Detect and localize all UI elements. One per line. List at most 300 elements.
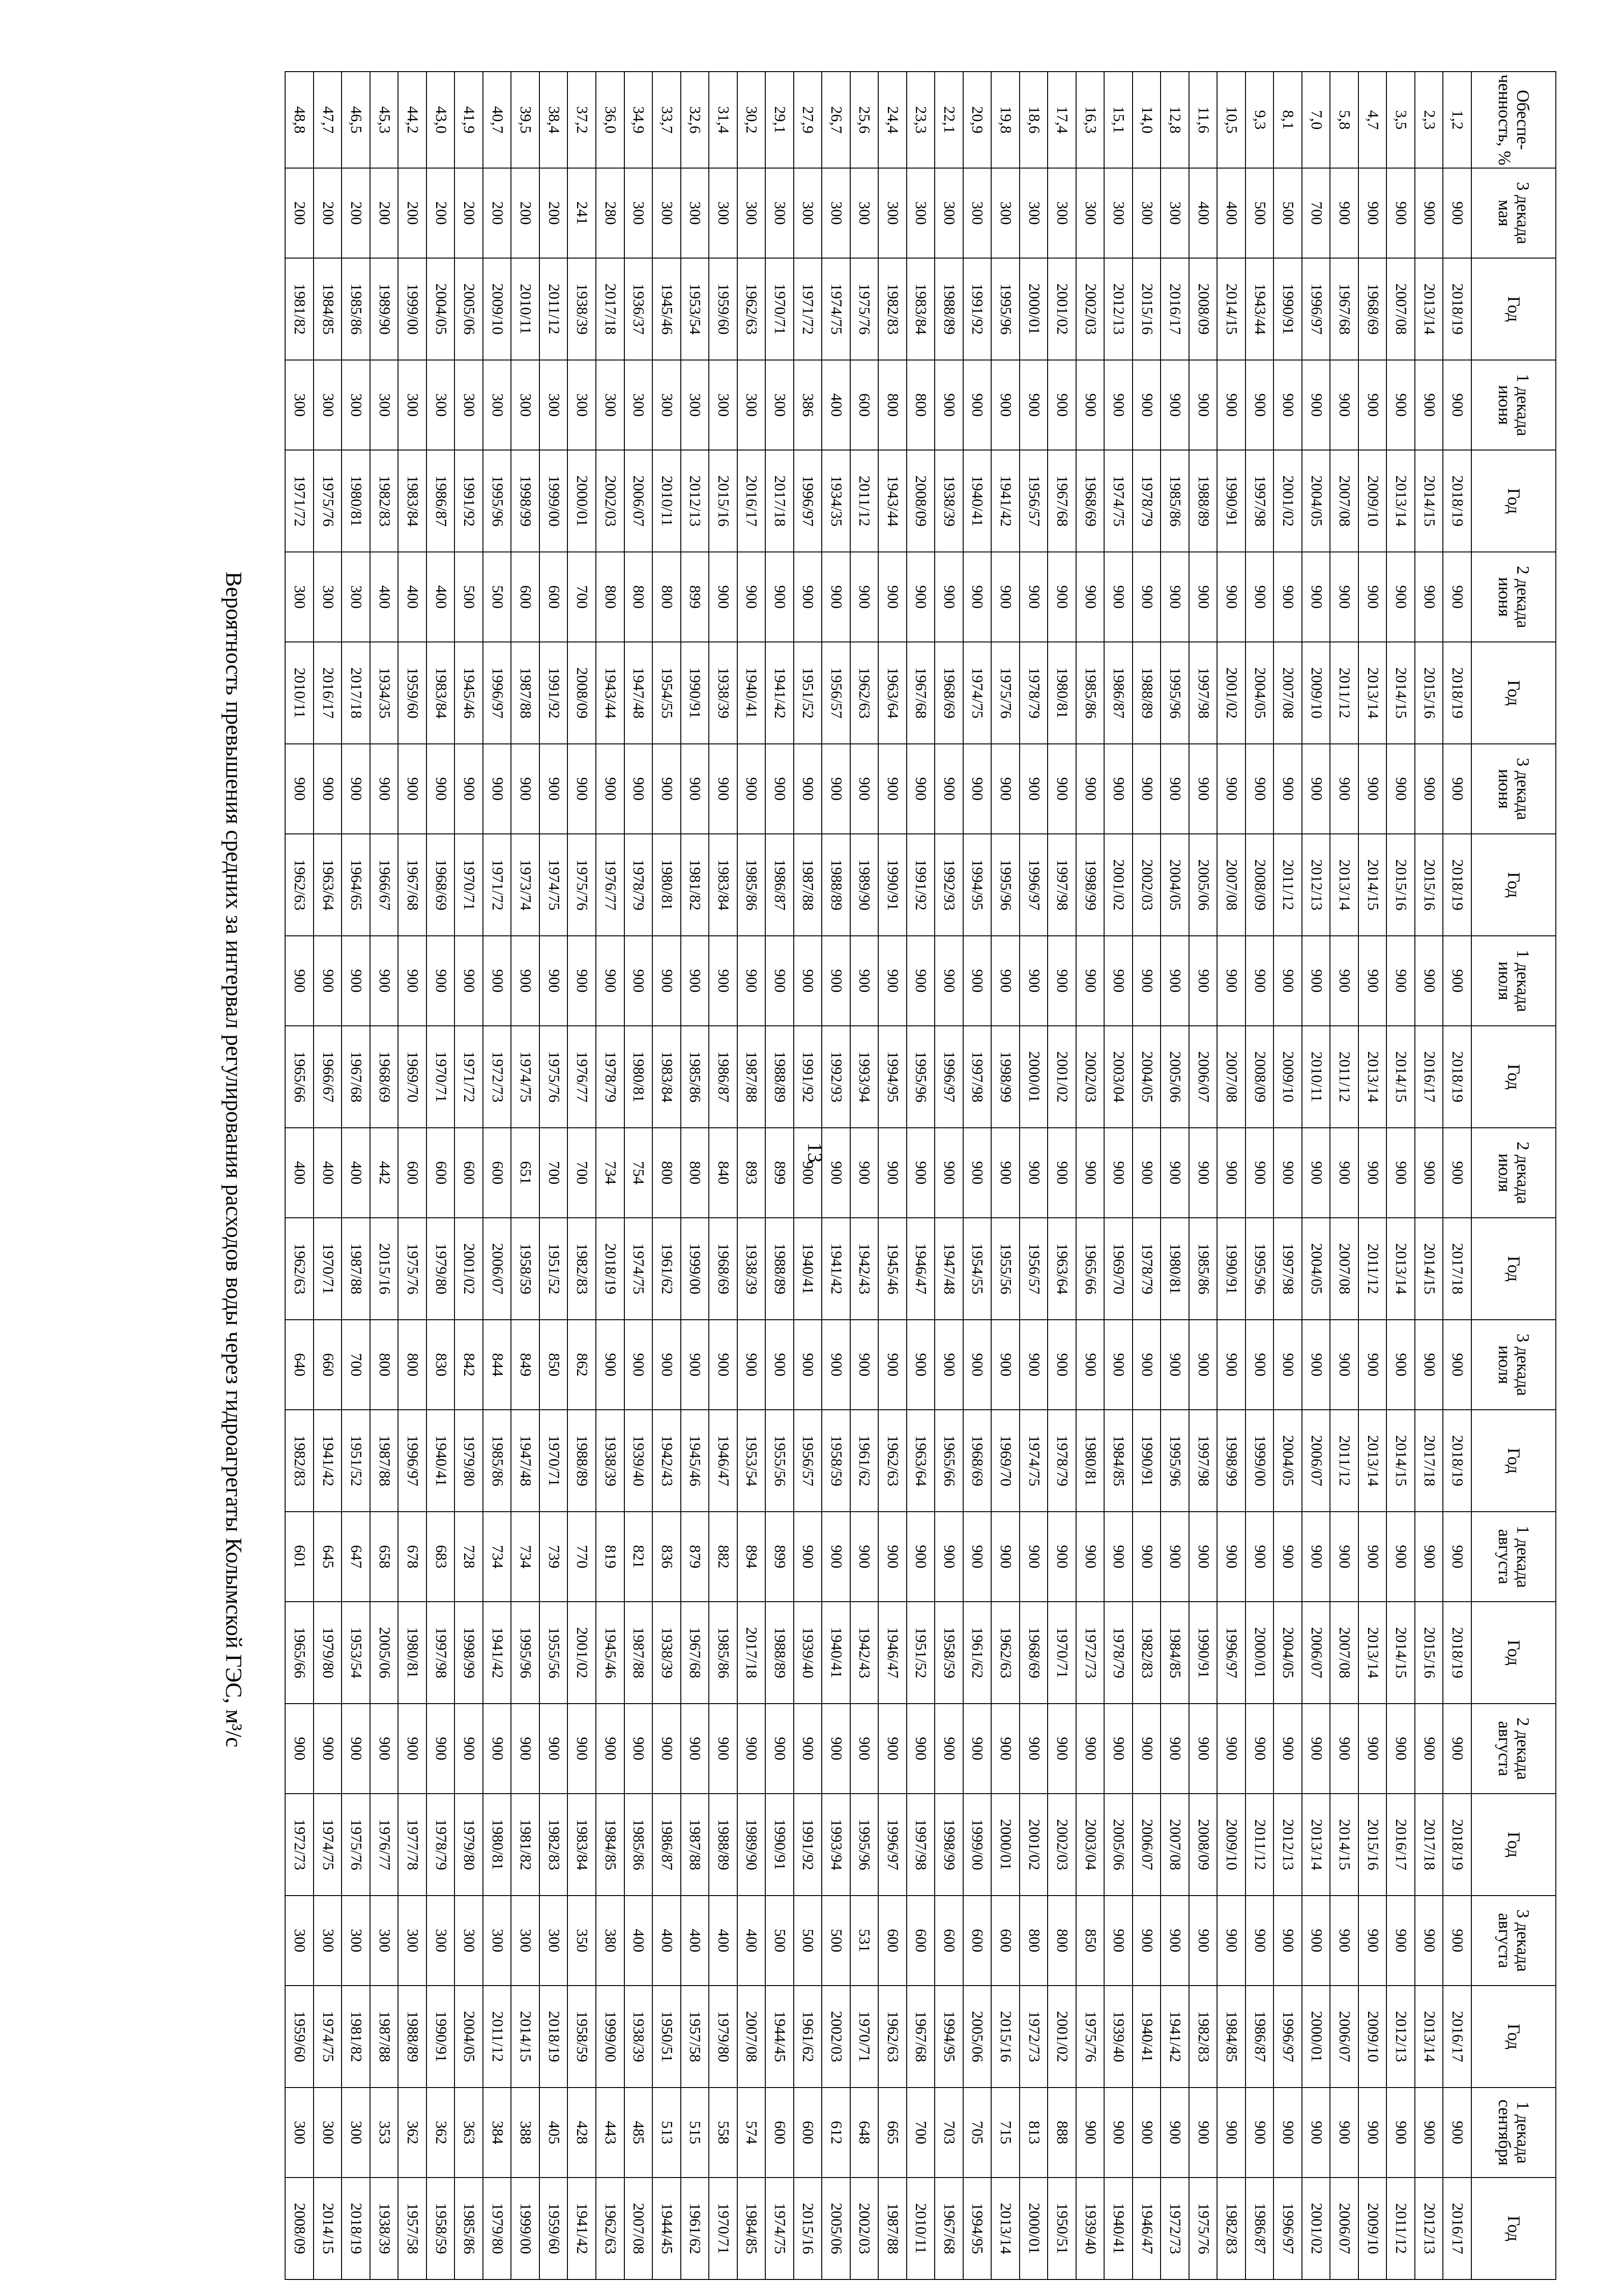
discharge-cell: 300 <box>454 360 483 450</box>
year-cell: 2016/17 <box>737 450 766 552</box>
discharge-cell: 900 <box>1161 360 1189 450</box>
discharge-cell: 900 <box>1048 1512 1076 1602</box>
year-cell: 1997/98 <box>1189 1410 1217 1512</box>
header-cell-year: Год <box>1471 1794 1556 1896</box>
year-cell: 2008/09 <box>1245 1026 1274 1128</box>
discharge-cell: 728 <box>454 1512 483 1602</box>
year-cell: 2006/07 <box>1302 1410 1330 1512</box>
table-row <box>765 72 794 2279</box>
discharge-cell: 900 <box>765 1320 794 1410</box>
discharge-cell: 900 <box>1133 1896 1161 1986</box>
discharge-cell: 900 <box>935 552 963 642</box>
year-cell: 1936/37 <box>624 258 653 360</box>
year-cell: 2004/05 <box>1302 1218 1330 1320</box>
year-cell: 1971/72 <box>794 258 822 360</box>
year-cell: 1979/80 <box>454 1794 483 1896</box>
year-cell: 1962/63 <box>596 2178 624 2279</box>
discharge-cell: 900 <box>1076 1128 1105 1218</box>
discharge-cell: 900 <box>370 744 398 834</box>
discharge-cell: 900 <box>342 936 370 1026</box>
year-cell: 2007/08 <box>1273 642 1302 744</box>
year-cell: 1997/98 <box>907 1794 935 1896</box>
discharge-cell: 900 <box>1048 936 1076 1026</box>
year-cell: 1962/63 <box>878 1986 907 2088</box>
discharge-cell: 900 <box>511 1704 539 1794</box>
discharge-cell: 900 <box>1415 1512 1443 1602</box>
discharge-cell: 900 <box>1161 744 1189 834</box>
discharge-cell: 900 <box>822 936 850 1026</box>
year-cell: 1975/76 <box>850 258 879 360</box>
year-cell: 2016/17 <box>1443 1986 1471 2088</box>
table-row <box>1415 72 1443 2279</box>
discharge-cell: 900 <box>737 1704 766 1794</box>
discharge-cell: 900 <box>1133 744 1161 834</box>
year-cell: 1995/96 <box>511 1602 539 1704</box>
year-cell: 1990/91 <box>1133 1410 1161 1512</box>
discharge-cell: 600 <box>483 1128 511 1218</box>
year-cell: 2011/12 <box>1330 1410 1358 1512</box>
discharge-cell: 362 <box>426 2088 455 2178</box>
provision-cell: 38,4 <box>539 72 568 168</box>
discharge-cell: 900 <box>1076 1320 1105 1410</box>
year-cell: 1994/95 <box>935 1986 963 2088</box>
provision-cell: 31,4 <box>709 72 737 168</box>
year-cell: 2013/14 <box>1415 258 1443 360</box>
discharge-cell: 900 <box>1302 936 1330 1026</box>
year-cell: 1958/59 <box>822 1410 850 1512</box>
year-cell: 2002/03 <box>1076 258 1105 360</box>
discharge-cell: 300 <box>935 168 963 258</box>
discharge-cell: 900 <box>709 1704 737 1794</box>
year-cell: 1988/89 <box>822 834 850 936</box>
year-cell: 1961/62 <box>681 2178 709 2279</box>
discharge-cell: 900 <box>624 1320 653 1410</box>
year-cell: 1945/46 <box>878 1218 907 1320</box>
discharge-cell: 900 <box>1189 1896 1217 1986</box>
year-cell: 1958/59 <box>426 2178 455 2279</box>
year-cell: 1968/69 <box>370 1026 398 1128</box>
year-cell: 1995/96 <box>1161 1410 1189 1512</box>
page-number: 13 <box>804 1142 826 1163</box>
year-cell: 1939/40 <box>794 1602 822 1704</box>
discharge-cell: 400 <box>1189 168 1217 258</box>
year-cell: 1953/54 <box>737 1410 766 1512</box>
year-cell: 1967/68 <box>1048 450 1076 552</box>
year-cell: 1943/44 <box>878 450 907 552</box>
discharge-cell: 900 <box>907 552 935 642</box>
discharge-cell: 300 <box>398 1896 426 1986</box>
year-cell: 1974/75 <box>822 258 850 360</box>
discharge-cell: 900 <box>1189 936 1217 1026</box>
discharge-cell: 500 <box>483 552 511 642</box>
discharge-cell: 900 <box>1330 2088 1358 2178</box>
discharge-cell: 900 <box>1189 744 1217 834</box>
year-cell: 2010/11 <box>1302 1026 1330 1128</box>
year-cell: 2012/13 <box>1273 1794 1302 1896</box>
table-header <box>1471 72 1556 2279</box>
year-cell: 2000/01 <box>991 1794 1020 1896</box>
discharge-cell: 900 <box>1358 1704 1387 1794</box>
discharge-cell: 900 <box>1273 2088 1302 2178</box>
provision-cell: 39,5 <box>511 72 539 168</box>
discharge-cell: 300 <box>878 168 907 258</box>
discharge-cell: 300 <box>426 1896 455 1986</box>
year-cell: 1940/41 <box>1133 1986 1161 2088</box>
discharge-cell: 515 <box>681 2088 709 2178</box>
discharge-cell: 900 <box>1443 1128 1471 1218</box>
discharge-cell: 300 <box>1104 168 1133 258</box>
discharge-cell: 900 <box>314 744 342 834</box>
discharge-cell: 300 <box>511 360 539 450</box>
discharge-cell: 754 <box>624 1128 653 1218</box>
discharge-cell: 400 <box>370 552 398 642</box>
year-cell: 1991/92 <box>794 1794 822 1896</box>
header-cell-year: Год <box>1471 2178 1556 2279</box>
discharge-cell: 200 <box>370 168 398 258</box>
discharge-cell: 900 <box>1443 552 1471 642</box>
year-cell: 2015/16 <box>1415 642 1443 744</box>
year-cell: 1978/79 <box>596 1026 624 1128</box>
year-cell: 1966/67 <box>370 834 398 936</box>
year-cell: 1985/86 <box>342 258 370 360</box>
year-cell: 1978/79 <box>624 834 653 936</box>
discharge-cell: 800 <box>370 1320 398 1410</box>
year-cell: 2007/08 <box>1330 450 1358 552</box>
year-cell: 1938/39 <box>568 258 596 360</box>
discharge-cell: 900 <box>1048 1320 1076 1410</box>
year-cell: 1938/39 <box>935 450 963 552</box>
discharge-cell: 900 <box>596 744 624 834</box>
discharge-cell: 900 <box>907 936 935 1026</box>
year-cell: 1956/57 <box>822 642 850 744</box>
discharge-cell: 900 <box>991 1704 1020 1794</box>
discharge-cell: 280 <box>596 168 624 258</box>
year-cell: 2018/19 <box>1443 1026 1471 1128</box>
year-cell: 2011/12 <box>1273 834 1302 936</box>
discharge-cell: 900 <box>483 936 511 1026</box>
year-cell: 1976/77 <box>568 1026 596 1128</box>
year-cell: 2001/02 <box>1273 450 1302 552</box>
discharge-cell: 300 <box>907 168 935 258</box>
year-cell: 1987/88 <box>511 642 539 744</box>
year-cell: 1970/71 <box>709 2178 737 2279</box>
discharge-cell: 893 <box>737 1128 766 1218</box>
year-cell: 2006/07 <box>1330 1986 1358 2088</box>
discharge-cell: 640 <box>285 1320 314 1410</box>
discharge-cell: 900 <box>1133 360 1161 450</box>
discharge-cell: 300 <box>624 168 653 258</box>
year-cell: 1975/76 <box>342 1794 370 1896</box>
year-cell: 1976/77 <box>596 834 624 936</box>
year-cell: 2018/19 <box>1443 1602 1471 1704</box>
year-cell: 2012/13 <box>1386 1986 1415 2088</box>
discharge-cell: 900 <box>822 552 850 642</box>
discharge-cell: 900 <box>1415 552 1443 642</box>
discharge-cell: 900 <box>1133 1704 1161 1794</box>
discharge-cell: 900 <box>1217 2088 1245 2178</box>
discharge-cell: 900 <box>822 1704 850 1794</box>
provision-cell: 24,4 <box>878 72 907 168</box>
discharge-cell: 900 <box>1161 2088 1189 2178</box>
table-row <box>652 72 681 2279</box>
discharge-cell: 300 <box>850 168 879 258</box>
year-cell: 1994/95 <box>963 834 992 936</box>
discharge-cell: 800 <box>907 360 935 450</box>
discharge-cell: 900 <box>991 552 1020 642</box>
year-cell: 2014/15 <box>1386 1410 1415 1512</box>
discharge-cell: 300 <box>511 1896 539 1986</box>
year-cell: 1995/96 <box>1245 1218 1274 1320</box>
table-row <box>794 72 822 2279</box>
year-cell: 2018/19 <box>1443 450 1471 552</box>
discharge-cell: 900 <box>1358 744 1387 834</box>
year-cell: 1947/48 <box>624 642 653 744</box>
discharge-cell: 900 <box>1273 1320 1302 1410</box>
year-cell: 2013/14 <box>1330 834 1358 936</box>
discharge-cell: 900 <box>963 744 992 834</box>
year-cell: 1986/87 <box>1245 1986 1274 2088</box>
provision-cell: 2,3 <box>1415 72 1443 168</box>
year-cell: 1988/89 <box>1133 642 1161 744</box>
discharge-cell: 900 <box>1273 1704 1302 1794</box>
discharge-cell: 900 <box>737 1320 766 1410</box>
year-cell: 1974/75 <box>314 1794 342 1896</box>
year-cell: 1979/80 <box>483 2178 511 2279</box>
year-cell: 1939/40 <box>1104 1986 1133 2088</box>
year-cell: 1991/92 <box>794 1026 822 1128</box>
year-cell: 2018/19 <box>596 1218 624 1320</box>
year-cell: 2004/05 <box>1245 642 1274 744</box>
provision-cell: 17,4 <box>1048 72 1076 168</box>
year-cell: 1934/35 <box>822 450 850 552</box>
discharge-cell: 300 <box>652 360 681 450</box>
discharge-cell: 850 <box>539 1320 568 1410</box>
provision-cell: 27,9 <box>794 72 822 168</box>
year-cell: 1941/42 <box>568 2178 596 2279</box>
discharge-cell: 200 <box>426 168 455 258</box>
discharge-cell: 900 <box>963 1320 992 1410</box>
year-cell: 2014/15 <box>1217 258 1245 360</box>
discharge-cell: 900 <box>1273 552 1302 642</box>
provision-cell: 25,6 <box>850 72 879 168</box>
year-cell: 2017/18 <box>1415 1794 1443 1896</box>
year-cell: 2015/16 <box>1415 1602 1443 1704</box>
discharge-cell: 800 <box>398 1320 426 1410</box>
discharge-cell: 900 <box>963 360 992 450</box>
header-cell-discharge: 3 декада июня <box>1471 744 1556 834</box>
discharge-cell: 900 <box>850 552 879 642</box>
year-cell: 1995/96 <box>850 1794 879 1896</box>
year-cell: 1978/79 <box>1133 450 1161 552</box>
provision-cell: 9,3 <box>1245 72 1274 168</box>
year-cell: 1962/63 <box>850 642 879 744</box>
discharge-cell: 900 <box>1020 360 1048 450</box>
provision-cell: 36,0 <box>596 72 624 168</box>
discharge-cell: 900 <box>1133 2088 1161 2178</box>
year-cell: 2007/08 <box>1161 1794 1189 1896</box>
provision-cell: 33,7 <box>652 72 681 168</box>
discharge-cell: 842 <box>454 1320 483 1410</box>
year-cell: 1941/42 <box>991 450 1020 552</box>
header-cell-discharge: 1 декада июня <box>1471 360 1556 450</box>
discharge-cell: 380 <box>596 1896 624 1986</box>
discharge-cell: 800 <box>1048 1896 1076 1986</box>
discharge-cell: 900 <box>1302 2088 1330 2178</box>
table-row <box>1161 72 1189 2279</box>
discharge-cell: 900 <box>1104 2088 1133 2178</box>
provision-cell: 16,3 <box>1076 72 1105 168</box>
year-cell: 1968/69 <box>1076 450 1105 552</box>
year-cell: 1965/66 <box>1076 1218 1105 1320</box>
year-cell: 1988/89 <box>398 1986 426 2088</box>
provision-cell: 34,9 <box>624 72 653 168</box>
header-cell-year: Год <box>1471 642 1556 744</box>
year-cell: 1974/75 <box>765 2178 794 2279</box>
discharge-cell: 300 <box>1020 168 1048 258</box>
discharge-cell: 900 <box>1330 936 1358 1026</box>
discharge-cell: 200 <box>342 168 370 258</box>
discharge-cell: 600 <box>794 2088 822 2178</box>
year-cell: 1980/81 <box>652 834 681 936</box>
discharge-cell: 900 <box>1358 360 1387 450</box>
discharge-cell: 600 <box>991 1896 1020 1986</box>
discharge-cell: 612 <box>822 2088 850 2178</box>
table-row <box>454 72 483 2279</box>
year-cell: 1946/47 <box>878 1602 907 1704</box>
year-cell: 1940/41 <box>822 1602 850 1704</box>
discharge-cell: 734 <box>483 1512 511 1602</box>
discharge-cell: 770 <box>568 1512 596 1602</box>
discharge-cell: 900 <box>1386 1704 1415 1794</box>
year-cell: 1969/70 <box>1104 1218 1133 1320</box>
discharge-cell: 900 <box>850 1320 879 1410</box>
discharge-cell: 882 <box>709 1512 737 1602</box>
discharge-cell: 300 <box>342 360 370 450</box>
year-cell: 1934/35 <box>370 642 398 744</box>
year-cell: 1996/97 <box>1273 1986 1302 2088</box>
year-cell: 2014/15 <box>1415 450 1443 552</box>
discharge-cell: 900 <box>624 744 653 834</box>
year-cell: 1980/81 <box>1161 1218 1189 1320</box>
discharge-cell: 300 <box>794 168 822 258</box>
year-cell: 1945/46 <box>681 1410 709 1512</box>
table-row <box>1443 72 1471 2279</box>
discharge-cell: 862 <box>568 1320 596 1410</box>
year-cell: 1944/45 <box>652 2178 681 2279</box>
discharge-cell: 900 <box>426 744 455 834</box>
year-cell: 1982/83 <box>1189 1986 1217 2088</box>
discharge-cell: 900 <box>1104 1896 1133 1986</box>
discharge-cell: 900 <box>1104 1512 1133 1602</box>
discharge-cell: 500 <box>1273 168 1302 258</box>
year-cell: 1987/88 <box>342 1218 370 1320</box>
year-cell: 1997/98 <box>1273 1218 1302 1320</box>
year-cell: 1984/85 <box>596 1794 624 1896</box>
year-cell: 1978/79 <box>1104 1602 1133 1704</box>
discharge-cell: 900 <box>1273 936 1302 1026</box>
year-cell: 1994/95 <box>878 1026 907 1128</box>
discharge-cell: 300 <box>483 360 511 450</box>
discharge-cell: 350 <box>568 1896 596 1986</box>
discharge-cell: 800 <box>596 552 624 642</box>
year-cell: 1983/84 <box>907 258 935 360</box>
year-cell: 1945/46 <box>596 1602 624 1704</box>
year-cell: 2003/04 <box>1104 1026 1133 1128</box>
year-cell: 1957/58 <box>398 2178 426 2279</box>
discharge-cell: 900 <box>1048 744 1076 834</box>
year-cell: 1984/85 <box>314 258 342 360</box>
discharge-cell: 300 <box>1048 168 1076 258</box>
discharge-cell: 900 <box>1443 360 1471 450</box>
discharge-cell: 647 <box>342 1512 370 1602</box>
discharge-cell: 900 <box>1020 936 1048 1026</box>
discharge-cell: 840 <box>709 1128 737 1218</box>
year-cell: 1940/41 <box>426 1410 455 1512</box>
discharge-cell: 300 <box>963 168 992 258</box>
year-cell: 1992/93 <box>822 1026 850 1128</box>
year-cell: 1946/47 <box>907 1218 935 1320</box>
discharge-cell: 900 <box>1358 936 1387 1026</box>
year-cell: 1967/68 <box>907 1986 935 2088</box>
table-row <box>1302 72 1330 2279</box>
year-cell: 2017/18 <box>342 642 370 744</box>
year-cell: 1988/89 <box>765 1602 794 1704</box>
year-cell: 1954/55 <box>963 1218 992 1320</box>
provision-cell: 3,5 <box>1386 72 1415 168</box>
year-cell: 2002/03 <box>1076 1026 1105 1128</box>
discharge-cell: 700 <box>568 1128 596 1218</box>
year-cell: 1940/41 <box>737 642 766 744</box>
table-row <box>963 72 992 2279</box>
year-cell: 1985/86 <box>709 1602 737 1704</box>
year-cell: 1942/43 <box>652 1410 681 1512</box>
discharge-cell: 400 <box>652 1896 681 1986</box>
discharge-cell: 900 <box>1386 936 1415 1026</box>
table-row <box>1273 72 1302 2279</box>
year-cell: 1980/81 <box>1076 1410 1105 1512</box>
discharge-cell: 900 <box>1161 1512 1189 1602</box>
discharge-cell: 300 <box>539 1896 568 1986</box>
year-cell: 1989/90 <box>850 834 879 936</box>
discharge-cell: 900 <box>1358 1320 1387 1410</box>
discharge-cell: 821 <box>624 1512 653 1602</box>
discharge-cell: 900 <box>1386 2088 1415 2178</box>
discharge-cell: 900 <box>1415 936 1443 1026</box>
discharge-cell: 900 <box>1189 2088 1217 2178</box>
year-cell: 1987/88 <box>370 1410 398 1512</box>
year-cell: 2017/18 <box>737 1602 766 1704</box>
year-cell: 1982/83 <box>878 258 907 360</box>
year-cell: 1999/00 <box>398 258 426 360</box>
year-cell: 2008/09 <box>907 450 935 552</box>
discharge-cell: 899 <box>765 1128 794 1218</box>
discharge-cell: 900 <box>1302 744 1330 834</box>
discharge-cell: 601 <box>285 1512 314 1602</box>
year-cell: 2001/02 <box>568 1602 596 1704</box>
discharge-cell: 600 <box>398 1128 426 1218</box>
year-cell: 1971/72 <box>454 1026 483 1128</box>
year-cell: 2000/01 <box>1020 2178 1048 2279</box>
year-cell: 1986/87 <box>709 1026 737 1128</box>
discharge-cell: 900 <box>1245 1128 1274 1218</box>
year-cell: 1975/76 <box>991 642 1020 744</box>
table-row <box>935 72 963 2279</box>
discharge-cell: 900 <box>1104 552 1133 642</box>
year-cell: 1951/52 <box>342 1410 370 1512</box>
year-cell: 2018/19 <box>1443 1410 1471 1512</box>
year-cell: 2009/10 <box>1302 642 1330 744</box>
table-row <box>539 72 568 2279</box>
